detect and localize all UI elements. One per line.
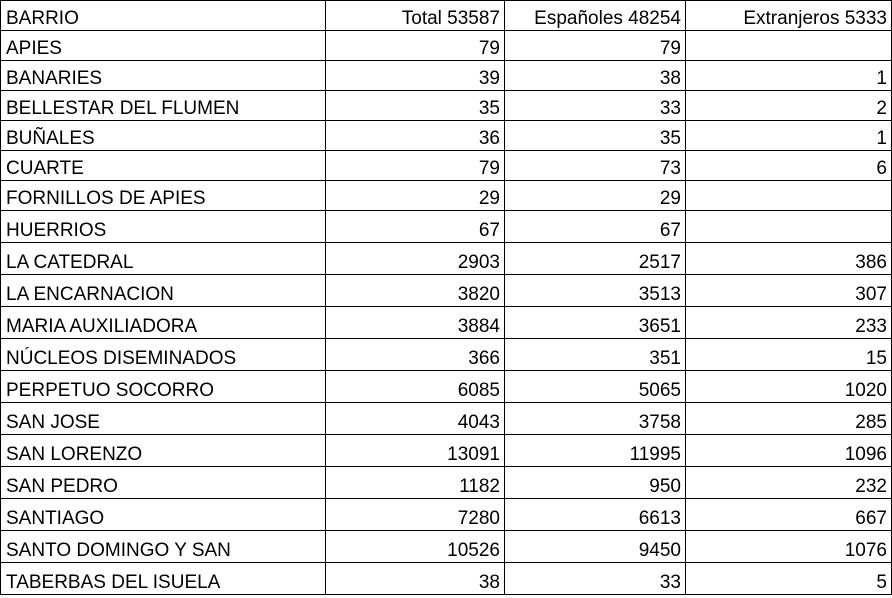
cell-espanoles: 29	[505, 181, 686, 211]
table-row	[1, 91, 892, 121]
cell-total: 29	[326, 181, 505, 211]
cell-total: 366	[326, 339, 505, 371]
cell-total: 79	[326, 151, 505, 181]
cell-barrio: SANTIAGO	[1, 499, 326, 531]
cell-barrio: SAN LORENZO	[1, 435, 326, 467]
table-row	[1, 531, 892, 563]
cell-barrio: BUÑALES	[1, 121, 326, 151]
cell-extranjeros: 1096	[686, 435, 892, 467]
header-extranjeros: Extranjeros 5333	[686, 1, 892, 31]
cell-total: 2903	[326, 243, 505, 275]
cell-espanoles: 73	[505, 151, 686, 181]
header-barrio: BARRIO	[1, 1, 326, 31]
cell-espanoles: 6613	[505, 499, 686, 531]
cell-espanoles: 351	[505, 339, 686, 371]
cell-espanoles: 3513	[505, 275, 686, 307]
cell-total: 7280	[326, 499, 505, 531]
table-row	[1, 371, 892, 403]
cell-barrio: BANARIES	[1, 61, 326, 91]
cell-espanoles: 2517	[505, 243, 686, 275]
table-row	[1, 275, 892, 307]
cell-barrio: APIES	[1, 31, 326, 61]
cell-barrio: SANTO DOMINGO Y SAN	[1, 531, 326, 563]
cell-total: 3884	[326, 307, 505, 339]
table-row	[1, 121, 892, 151]
table-row	[1, 403, 892, 435]
cell-espanoles: 38	[505, 61, 686, 91]
cell-espanoles: 35	[505, 121, 686, 151]
cell-barrio: BELLESTAR DEL FLUMEN	[1, 91, 326, 121]
table-row	[1, 243, 892, 275]
cell-barrio: HUERRIOS	[1, 211, 326, 243]
cell-total: 1182	[326, 467, 505, 499]
cell-barrio: SAN PEDRO	[1, 467, 326, 499]
cell-extranjeros: 1	[686, 61, 892, 91]
cell-total: 39	[326, 61, 505, 91]
cell-total: 38	[326, 563, 505, 595]
header-espanoles: Españoles 48254	[505, 1, 686, 31]
cell-extranjeros: 6	[686, 151, 892, 181]
cell-barrio: SAN JOSE	[1, 403, 326, 435]
cell-espanoles: 3758	[505, 403, 686, 435]
cell-barrio: TABERBAS DEL ISUELA	[1, 563, 326, 595]
table-row	[1, 563, 892, 595]
cell-espanoles: 33	[505, 563, 686, 595]
cell-total: 36	[326, 121, 505, 151]
cell-extranjeros: 232	[686, 467, 892, 499]
cell-total: 35	[326, 91, 505, 121]
table-row	[1, 435, 892, 467]
cell-extranjeros	[686, 211, 892, 243]
cell-total: 4043	[326, 403, 505, 435]
cell-extranjeros	[686, 181, 892, 211]
cell-barrio: CUARTE	[1, 151, 326, 181]
cell-extranjeros: 5	[686, 563, 892, 595]
cell-extranjeros: 1076	[686, 531, 892, 563]
table-row	[1, 151, 892, 181]
table-row	[1, 307, 892, 339]
cell-extranjeros: 1	[686, 121, 892, 151]
cell-extranjeros	[686, 31, 892, 61]
cell-extranjeros: 15	[686, 339, 892, 371]
table-row	[1, 61, 892, 91]
cell-espanoles: 5065	[505, 371, 686, 403]
cell-total: 79	[326, 31, 505, 61]
cell-espanoles: 67	[505, 211, 686, 243]
header-total: Total 53587	[326, 1, 505, 31]
cell-total: 6085	[326, 371, 505, 403]
cell-barrio: LA ENCARNACION	[1, 275, 326, 307]
cell-barrio: PERPETUO SOCORRO	[1, 371, 326, 403]
cell-barrio: FORNILLOS DE APIES	[1, 181, 326, 211]
cell-total: 13091	[326, 435, 505, 467]
table-header-row	[1, 1, 892, 31]
cell-espanoles: 3651	[505, 307, 686, 339]
cell-extranjeros: 307	[686, 275, 892, 307]
cell-total: 3820	[326, 275, 505, 307]
cell-extranjeros: 667	[686, 499, 892, 531]
table-row	[1, 211, 892, 243]
cell-extranjeros: 2	[686, 91, 892, 121]
table-row	[1, 467, 892, 499]
cell-extranjeros: 285	[686, 403, 892, 435]
cell-espanoles: 9450	[505, 531, 686, 563]
cell-extranjeros: 1020	[686, 371, 892, 403]
cell-barrio: MARIA AUXILIADORA	[1, 307, 326, 339]
cell-total: 10526	[326, 531, 505, 563]
cell-total: 67	[326, 211, 505, 243]
cell-espanoles: 11995	[505, 435, 686, 467]
cell-extranjeros: 386	[686, 243, 892, 275]
cell-espanoles: 950	[505, 467, 686, 499]
cell-barrio: LA CATEDRAL	[1, 243, 326, 275]
cell-extranjeros: 233	[686, 307, 892, 339]
table-row	[1, 181, 892, 211]
table-row	[1, 31, 892, 61]
cell-barrio: NÚCLEOS DISEMINADOS	[1, 339, 326, 371]
table-row	[1, 339, 892, 371]
table-row	[1, 499, 892, 531]
cell-espanoles: 33	[505, 91, 686, 121]
cell-espanoles: 79	[505, 31, 686, 61]
